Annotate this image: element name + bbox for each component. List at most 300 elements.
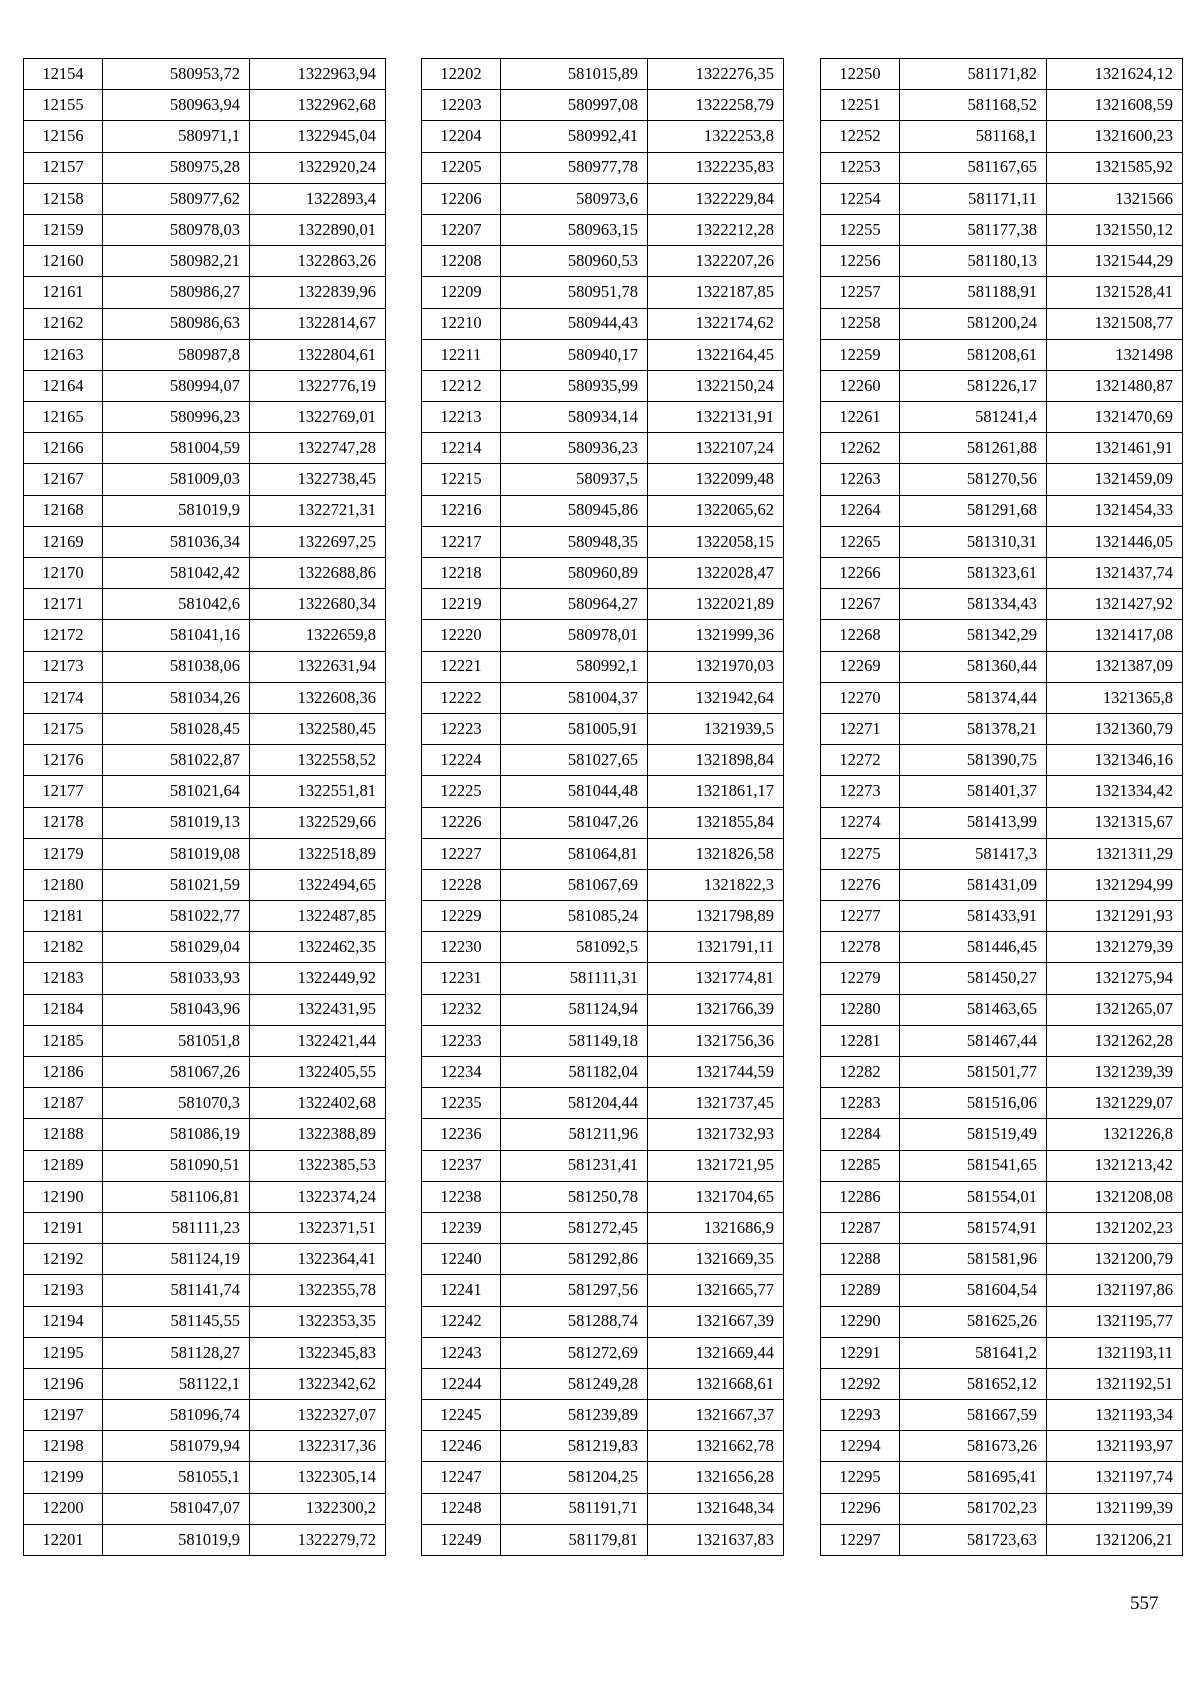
- table-row: [24, 776, 386, 807]
- table-row: [24, 1181, 386, 1212]
- y-coordinate-cell: 1322945,04: [250, 121, 386, 152]
- point-number-cell: 12291: [821, 1337, 900, 1368]
- y-coordinate-cell: 1322487,85: [250, 901, 386, 932]
- y-coordinate-cell: 1321791,11: [648, 932, 784, 963]
- table-row: [422, 246, 784, 277]
- y-coordinate-cell: 1322863,26: [250, 246, 386, 277]
- x-coordinate-cell: 581374,44: [900, 682, 1047, 713]
- y-coordinate-cell: 1321656,28: [648, 1462, 784, 1493]
- point-number-cell: 12208: [422, 246, 501, 277]
- point-number-cell: 12275: [821, 838, 900, 869]
- y-coordinate-cell: 1321279,39: [1047, 932, 1183, 963]
- x-coordinate-cell: 580975,28: [103, 152, 250, 183]
- x-coordinate-cell: 581009,03: [103, 464, 250, 495]
- y-coordinate-cell: 1322276,35: [648, 59, 784, 90]
- x-coordinate-cell: 580940,17: [501, 339, 648, 370]
- x-coordinate-cell: 581673,26: [900, 1431, 1047, 1462]
- y-coordinate-cell: 1322963,94: [250, 59, 386, 90]
- x-coordinate-cell: 581179,81: [501, 1524, 648, 1555]
- y-coordinate-cell: 1321667,39: [648, 1306, 784, 1337]
- x-coordinate-cell: 580963,15: [501, 214, 648, 245]
- y-coordinate-cell: 1321197,86: [1047, 1275, 1183, 1306]
- table-row: [422, 745, 784, 776]
- point-number-cell: 12290: [821, 1306, 900, 1337]
- x-coordinate-cell: 581241,4: [900, 402, 1047, 433]
- y-coordinate-cell: 1321585,92: [1047, 152, 1183, 183]
- table-row: [24, 1212, 386, 1243]
- point-number-cell: 12272: [821, 745, 900, 776]
- table-row: [422, 682, 784, 713]
- x-coordinate-cell: 581310,31: [900, 526, 1047, 557]
- point-number-cell: 12281: [821, 1025, 900, 1056]
- y-coordinate-cell: 1322305,14: [250, 1462, 386, 1493]
- point-number-cell: 12265: [821, 526, 900, 557]
- table-row: [821, 1368, 1183, 1399]
- table-row: [24, 1431, 386, 1462]
- point-number-cell: 12288: [821, 1244, 900, 1275]
- y-coordinate-cell: 1321669,44: [648, 1337, 784, 1368]
- point-number-cell: 12221: [422, 651, 501, 682]
- point-number-cell: 12192: [24, 1244, 103, 1275]
- x-coordinate-cell: 581092,5: [501, 932, 648, 963]
- point-number-cell: 12233: [422, 1025, 501, 1056]
- y-coordinate-cell: 1321346,16: [1047, 745, 1183, 776]
- table-row: [24, 932, 386, 963]
- y-coordinate-cell: 1321826,58: [648, 838, 784, 869]
- x-coordinate-cell: 581323,61: [900, 558, 1047, 589]
- x-coordinate-cell: 581431,09: [900, 869, 1047, 900]
- point-number-cell: 12236: [422, 1119, 501, 1150]
- y-coordinate-cell: 1321315,67: [1047, 807, 1183, 838]
- point-number-cell: 12267: [821, 589, 900, 620]
- point-number-cell: 12167: [24, 464, 103, 495]
- x-coordinate-cell: 581038,06: [103, 651, 250, 682]
- y-coordinate-cell: 1321704,65: [648, 1181, 784, 1212]
- table-row: [24, 901, 386, 932]
- y-coordinate-cell: 1322317,36: [250, 1431, 386, 1462]
- y-coordinate-cell: 1322355,78: [250, 1275, 386, 1306]
- table-row: [821, 214, 1183, 245]
- y-coordinate-cell: 1322529,66: [250, 807, 386, 838]
- point-number-cell: 12234: [422, 1057, 501, 1088]
- table-row: [422, 1337, 784, 1368]
- x-coordinate-cell: 581171,11: [900, 183, 1047, 214]
- table-row: [422, 277, 784, 308]
- x-coordinate-cell: 580986,27: [103, 277, 250, 308]
- table-row: [24, 152, 386, 183]
- x-coordinate-cell: 580971,1: [103, 121, 250, 152]
- y-coordinate-cell: 1322342,62: [250, 1368, 386, 1399]
- point-number-cell: 12216: [422, 495, 501, 526]
- x-coordinate-cell: 581111,31: [501, 963, 648, 994]
- x-coordinate-cell: 580982,21: [103, 246, 250, 277]
- y-coordinate-cell: 1321550,12: [1047, 214, 1183, 245]
- point-number-cell: 12276: [821, 869, 900, 900]
- point-number-cell: 12171: [24, 589, 103, 620]
- point-number-cell: 12160: [24, 246, 103, 277]
- point-number-cell: 12154: [24, 59, 103, 90]
- point-number-cell: 12223: [422, 713, 501, 744]
- y-coordinate-cell: 1322776,19: [250, 370, 386, 401]
- point-number-cell: 12228: [422, 869, 501, 900]
- y-coordinate-cell: 1322131,91: [648, 402, 784, 433]
- table-row: [24, 277, 386, 308]
- point-number-cell: 12287: [821, 1212, 900, 1243]
- point-number-cell: 12271: [821, 713, 900, 744]
- y-coordinate-cell: 1321669,35: [648, 1244, 784, 1275]
- table-row: [24, 1119, 386, 1150]
- y-coordinate-cell: 1321686,9: [648, 1212, 784, 1243]
- y-coordinate-cell: 1321668,61: [648, 1368, 784, 1399]
- point-number-cell: 12226: [422, 807, 501, 838]
- x-coordinate-cell: 581652,12: [900, 1368, 1047, 1399]
- y-coordinate-cell: 1322721,31: [250, 495, 386, 526]
- x-coordinate-cell: 581641,2: [900, 1337, 1047, 1368]
- x-coordinate-cell: 581272,45: [501, 1212, 648, 1243]
- point-number-cell: 12251: [821, 90, 900, 121]
- x-coordinate-cell: 581085,24: [501, 901, 648, 932]
- x-coordinate-cell: 581021,59: [103, 869, 250, 900]
- point-number-cell: 12285: [821, 1150, 900, 1181]
- table-row: [24, 1400, 386, 1431]
- x-coordinate-cell: 581390,75: [900, 745, 1047, 776]
- point-number-cell: 12293: [821, 1400, 900, 1431]
- point-number-cell: 12273: [821, 776, 900, 807]
- point-number-cell: 12230: [422, 932, 501, 963]
- x-coordinate-cell: 581239,89: [501, 1400, 648, 1431]
- point-number-cell: 12198: [24, 1431, 103, 1462]
- table-row: [821, 558, 1183, 589]
- x-coordinate-cell: 581581,96: [900, 1244, 1047, 1275]
- x-coordinate-cell: 581342,29: [900, 620, 1047, 651]
- point-number-cell: 12262: [821, 433, 900, 464]
- y-coordinate-cell: 1321566: [1047, 183, 1183, 214]
- point-number-cell: 12175: [24, 713, 103, 744]
- table-row: [821, 90, 1183, 121]
- point-number-cell: 12197: [24, 1400, 103, 1431]
- y-coordinate-cell: 1322747,28: [250, 433, 386, 464]
- table-row: [821, 246, 1183, 277]
- table-row: [821, 59, 1183, 90]
- point-number-cell: 12183: [24, 963, 103, 994]
- x-coordinate-cell: 581272,69: [501, 1337, 648, 1368]
- y-coordinate-cell: 1321721,95: [648, 1150, 784, 1181]
- y-coordinate-cell: 1321275,94: [1047, 963, 1183, 994]
- point-number-cell: 12257: [821, 277, 900, 308]
- x-coordinate-cell: 581028,45: [103, 713, 250, 744]
- y-coordinate-cell: 1321208,08: [1047, 1181, 1183, 1212]
- table-row: [24, 1493, 386, 1524]
- table-row: [821, 620, 1183, 651]
- y-coordinate-cell: 1321665,77: [648, 1275, 784, 1306]
- table-row: [422, 963, 784, 994]
- table-row: [24, 1275, 386, 1306]
- point-number-cell: 12218: [422, 558, 501, 589]
- table-row: [422, 1524, 784, 1555]
- y-coordinate-cell: 1322065,62: [648, 495, 784, 526]
- point-number-cell: 12260: [821, 370, 900, 401]
- point-number-cell: 12214: [422, 433, 501, 464]
- y-coordinate-cell: 1321262,28: [1047, 1025, 1183, 1056]
- y-coordinate-cell: 1321999,36: [648, 620, 784, 651]
- table-row: [821, 932, 1183, 963]
- table-row: [821, 1337, 1183, 1368]
- point-number-cell: 12255: [821, 214, 900, 245]
- point-number-cell: 12259: [821, 339, 900, 370]
- table-row: [24, 963, 386, 994]
- table-row: [821, 1057, 1183, 1088]
- x-coordinate-cell: 581554,01: [900, 1181, 1047, 1212]
- x-coordinate-cell: 580997,08: [501, 90, 648, 121]
- table-row: [24, 558, 386, 589]
- x-coordinate-cell: 580994,07: [103, 370, 250, 401]
- table-row: [821, 994, 1183, 1025]
- x-coordinate-cell: 580960,89: [501, 558, 648, 589]
- x-coordinate-cell: 580944,43: [501, 308, 648, 339]
- y-coordinate-cell: 1321508,77: [1047, 308, 1183, 339]
- table-row: [24, 1025, 386, 1056]
- point-number-cell: 12220: [422, 620, 501, 651]
- x-coordinate-cell: 581041,16: [103, 620, 250, 651]
- y-coordinate-cell: 1322697,25: [250, 526, 386, 557]
- table-row: [24, 59, 386, 90]
- y-coordinate-cell: 1322207,26: [648, 246, 784, 277]
- x-coordinate-cell: 580977,62: [103, 183, 250, 214]
- table-row: [821, 776, 1183, 807]
- x-coordinate-cell: 581261,88: [900, 433, 1047, 464]
- point-number-cell: 12219: [422, 589, 501, 620]
- y-coordinate-cell: 1322028,47: [648, 558, 784, 589]
- x-coordinate-cell: 581378,21: [900, 713, 1047, 744]
- y-coordinate-cell: 1321193,34: [1047, 1400, 1183, 1431]
- table-row: [422, 152, 784, 183]
- x-coordinate-cell: 581413,99: [900, 807, 1047, 838]
- point-number-cell: 12206: [422, 183, 501, 214]
- x-coordinate-cell: 581124,94: [501, 994, 648, 1025]
- point-number-cell: 12155: [24, 90, 103, 121]
- table-row: [24, 402, 386, 433]
- x-coordinate-cell: 581044,48: [501, 776, 648, 807]
- x-coordinate-cell: 581106,81: [103, 1181, 250, 1212]
- x-coordinate-cell: 581270,56: [900, 464, 1047, 495]
- y-coordinate-cell: 1321417,08: [1047, 620, 1183, 651]
- point-number-cell: 12159: [24, 214, 103, 245]
- table-row: [24, 121, 386, 152]
- x-coordinate-cell: 580953,72: [103, 59, 250, 90]
- x-coordinate-cell: 581180,13: [900, 246, 1047, 277]
- point-number-cell: 12297: [821, 1524, 900, 1555]
- y-coordinate-cell: 1321461,91: [1047, 433, 1183, 464]
- y-coordinate-cell: 1322962,68: [250, 90, 386, 121]
- y-coordinate-cell: 1321480,87: [1047, 370, 1183, 401]
- x-coordinate-cell: 581702,23: [900, 1493, 1047, 1524]
- x-coordinate-cell: 581334,43: [900, 589, 1047, 620]
- table-row: [422, 932, 784, 963]
- table-row: [422, 183, 784, 214]
- point-number-cell: 12165: [24, 402, 103, 433]
- x-coordinate-cell: 581250,78: [501, 1181, 648, 1212]
- y-coordinate-cell: 1321427,92: [1047, 589, 1183, 620]
- table-row: [24, 869, 386, 900]
- point-number-cell: 12294: [821, 1431, 900, 1462]
- table-row: [422, 1368, 784, 1399]
- table-row: [821, 1150, 1183, 1181]
- table-row: [821, 1275, 1183, 1306]
- coordinate-table-2: [421, 58, 784, 1556]
- y-coordinate-cell: 1322345,83: [250, 1337, 386, 1368]
- point-number-cell: 12245: [422, 1400, 501, 1431]
- table-row: [821, 682, 1183, 713]
- x-coordinate-cell: 581096,74: [103, 1400, 250, 1431]
- point-number-cell: 12170: [24, 558, 103, 589]
- y-coordinate-cell: 1321662,78: [648, 1431, 784, 1462]
- y-coordinate-cell: 1321197,74: [1047, 1462, 1183, 1493]
- y-coordinate-cell: 1321291,93: [1047, 901, 1183, 932]
- table-row: [422, 59, 784, 90]
- x-coordinate-cell: 581122,1: [103, 1368, 250, 1399]
- table-row: [821, 121, 1183, 152]
- y-coordinate-cell: 1321756,36: [648, 1025, 784, 1056]
- x-coordinate-cell: 581360,44: [900, 651, 1047, 682]
- x-coordinate-cell: 581047,26: [501, 807, 648, 838]
- table-row: [422, 1462, 784, 1493]
- point-number-cell: 12239: [422, 1212, 501, 1243]
- y-coordinate-cell: 1321855,84: [648, 807, 784, 838]
- y-coordinate-cell: 1321265,07: [1047, 994, 1183, 1025]
- point-number-cell: 12178: [24, 807, 103, 838]
- y-coordinate-cell: 1321624,12: [1047, 59, 1183, 90]
- y-coordinate-cell: 1321229,07: [1047, 1088, 1183, 1119]
- table-row: [422, 589, 784, 620]
- table-row: [422, 1088, 784, 1119]
- x-coordinate-cell: 581064,81: [501, 838, 648, 869]
- x-coordinate-cell: 581516,06: [900, 1088, 1047, 1119]
- table-row: [24, 682, 386, 713]
- point-number-cell: 12203: [422, 90, 501, 121]
- table-row: [422, 558, 784, 589]
- x-coordinate-cell: 581231,41: [501, 1150, 648, 1181]
- point-number-cell: 12186: [24, 1057, 103, 1088]
- x-coordinate-cell: 581191,71: [501, 1493, 648, 1524]
- y-coordinate-cell: 1322551,81: [250, 776, 386, 807]
- y-coordinate-cell: 1322449,92: [250, 963, 386, 994]
- table-row: [821, 526, 1183, 557]
- table-row: [422, 1306, 784, 1337]
- y-coordinate-cell: 1322021,89: [648, 589, 784, 620]
- point-number-cell: 12173: [24, 651, 103, 682]
- table-row: [422, 901, 784, 932]
- point-number-cell: 12253: [821, 152, 900, 183]
- y-coordinate-cell: 1321365,8: [1047, 682, 1183, 713]
- point-number-cell: 12284: [821, 1119, 900, 1150]
- y-coordinate-cell: 1321213,42: [1047, 1150, 1183, 1181]
- y-coordinate-cell: 1322327,07: [250, 1400, 386, 1431]
- point-number-cell: 12295: [821, 1462, 900, 1493]
- table-row: [422, 402, 784, 433]
- point-number-cell: 12180: [24, 869, 103, 900]
- table-row: [821, 869, 1183, 900]
- x-coordinate-cell: 581574,91: [900, 1212, 1047, 1243]
- table-row: [24, 1306, 386, 1337]
- table-row: [821, 1306, 1183, 1337]
- table-row: [821, 370, 1183, 401]
- x-coordinate-cell: 580977,78: [501, 152, 648, 183]
- x-coordinate-cell: 581128,27: [103, 1337, 250, 1368]
- table-row: [422, 214, 784, 245]
- table-row: [24, 90, 386, 121]
- y-coordinate-cell: 1322558,52: [250, 745, 386, 776]
- x-coordinate-cell: 580963,94: [103, 90, 250, 121]
- point-number-cell: 12195: [24, 1337, 103, 1368]
- y-coordinate-cell: 1321192,51: [1047, 1368, 1183, 1399]
- x-coordinate-cell: 581033,93: [103, 963, 250, 994]
- point-number-cell: 12189: [24, 1150, 103, 1181]
- table-row: [422, 370, 784, 401]
- table-row: [821, 1088, 1183, 1119]
- y-coordinate-cell: 1322462,35: [250, 932, 386, 963]
- x-coordinate-cell: 581463,65: [900, 994, 1047, 1025]
- x-coordinate-cell: 580934,14: [501, 402, 648, 433]
- table-row: [24, 246, 386, 277]
- x-coordinate-cell: 581145,55: [103, 1306, 250, 1337]
- y-coordinate-cell: 1322300,2: [250, 1493, 386, 1524]
- table-row: [24, 526, 386, 557]
- x-coordinate-cell: 580992,41: [501, 121, 648, 152]
- y-coordinate-cell: 1322229,84: [648, 183, 784, 214]
- y-coordinate-cell: 1321200,79: [1047, 1244, 1183, 1275]
- y-coordinate-cell: 1322371,51: [250, 1212, 386, 1243]
- x-coordinate-cell: 581288,74: [501, 1306, 648, 1337]
- x-coordinate-cell: 581090,51: [103, 1150, 250, 1181]
- x-coordinate-cell: 581036,34: [103, 526, 250, 557]
- x-coordinate-cell: 581005,91: [501, 713, 648, 744]
- y-coordinate-cell: 1322385,53: [250, 1150, 386, 1181]
- y-coordinate-cell: 1321437,74: [1047, 558, 1183, 589]
- point-number-cell: 12280: [821, 994, 900, 1025]
- point-number-cell: 12182: [24, 932, 103, 963]
- table-row: [422, 1431, 784, 1462]
- page-number: 557: [1130, 1593, 1159, 1614]
- y-coordinate-cell: 1322235,83: [648, 152, 784, 183]
- table-row: [422, 994, 784, 1025]
- table-row: [422, 807, 784, 838]
- table-row: [821, 1524, 1183, 1555]
- y-coordinate-cell: 1321311,29: [1047, 838, 1183, 869]
- y-coordinate-cell: 1321737,45: [648, 1088, 784, 1119]
- y-coordinate-cell: 1322150,24: [648, 370, 784, 401]
- point-number-cell: 12209: [422, 277, 501, 308]
- point-number-cell: 12242: [422, 1306, 501, 1337]
- table-row: [422, 651, 784, 682]
- point-number-cell: 12210: [422, 308, 501, 339]
- y-coordinate-cell: 1321528,41: [1047, 277, 1183, 308]
- table-row: [422, 526, 784, 557]
- table-row: [821, 464, 1183, 495]
- y-coordinate-cell: 1321498: [1047, 339, 1183, 370]
- x-coordinate-cell: 580996,23: [103, 402, 250, 433]
- point-number-cell: 12199: [24, 1462, 103, 1493]
- y-coordinate-cell: 1321544,29: [1047, 246, 1183, 277]
- table-row: [821, 1025, 1183, 1056]
- point-number-cell: 12188: [24, 1119, 103, 1150]
- table-row: [821, 1119, 1183, 1150]
- point-number-cell: 12264: [821, 495, 900, 526]
- x-coordinate-cell: 581188,91: [900, 277, 1047, 308]
- table-row: [821, 713, 1183, 744]
- x-coordinate-cell: 580935,99: [501, 370, 648, 401]
- y-coordinate-cell: 1321600,23: [1047, 121, 1183, 152]
- point-number-cell: 12205: [422, 152, 501, 183]
